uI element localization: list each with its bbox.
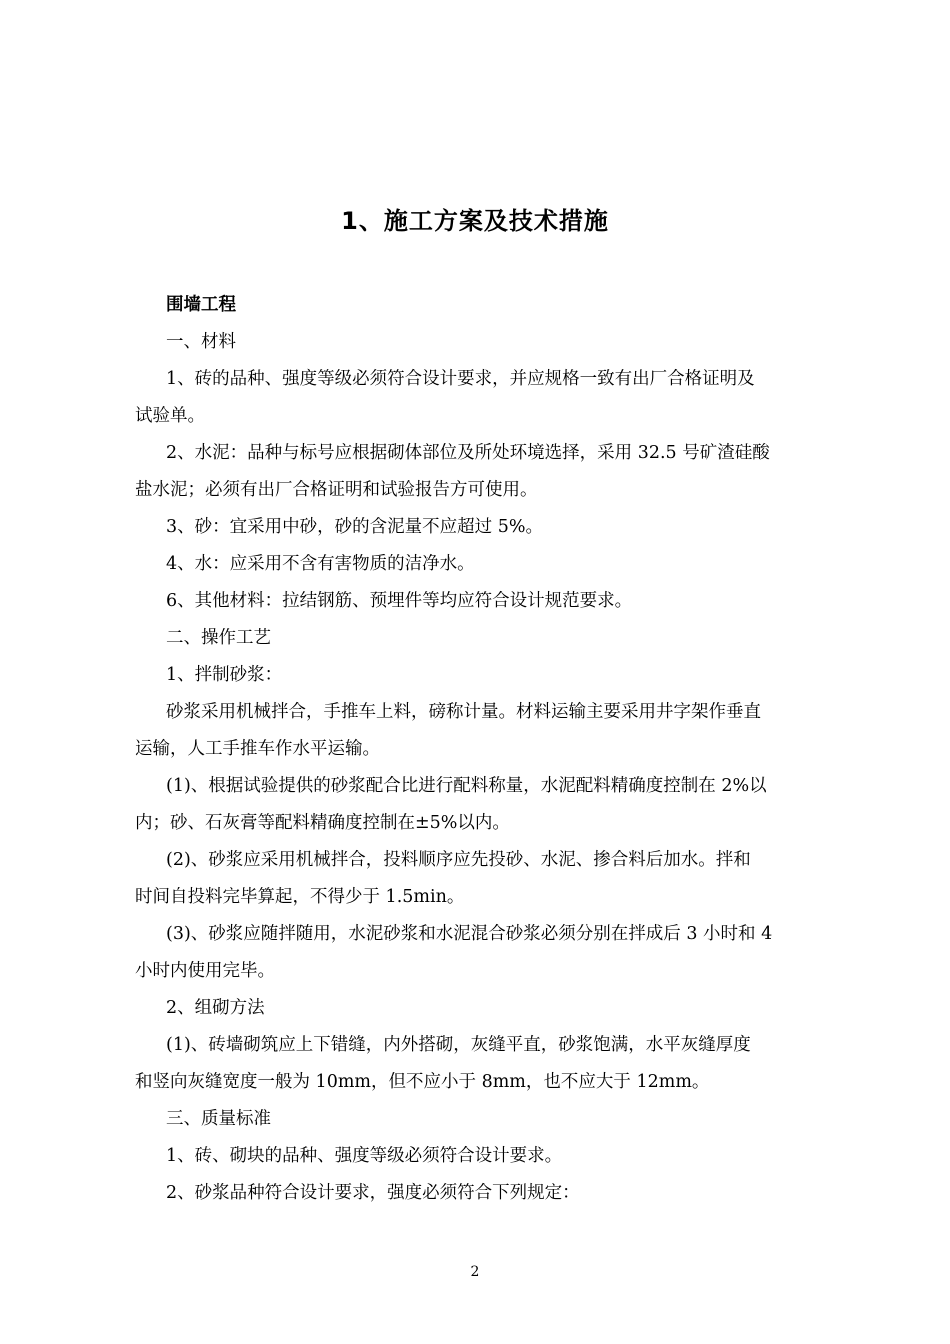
paragraph-line: 时间自投料完毕算起，不得少于 1.5min。 (135, 887, 465, 907)
paragraph-line: 6、其他材料：拉结钢筋、预埋件等均应符合设计规范要求。 (166, 591, 633, 611)
paragraph-line: 1、拌制砂浆： (166, 665, 283, 685)
paragraph-line: 三、质量标准 (166, 1109, 271, 1129)
paragraph-line: 砂浆采用机械拌合，手推车上料，磅称计量。材料运输主要采用井字架作垂直 (166, 702, 761, 722)
paragraph-line: 试验单。 (135, 406, 205, 426)
paragraph-line: 2、砂浆品种符合设计要求，强度必须符合下列规定： (166, 1183, 580, 1203)
paragraph-line: 1、砖、砌块的品种、强度等级必须符合设计要求。 (166, 1146, 563, 1166)
paragraph-line: 1、砖的品种、强度等级必须符合设计要求，并应规格一致有出厂合格证明及 (166, 369, 755, 389)
paragraph-line: 2、组砌方法 (166, 998, 265, 1018)
paragraph-line: 运输，人工手推车作水平运输。 (135, 739, 380, 759)
paragraph-line: (2)、砂浆应采用机械拌合，投料顺序应先投砂、水泥、掺合料后加水。拌和 (166, 850, 751, 870)
paragraph-line: 二、操作工艺 (166, 628, 271, 648)
paragraph-line: 内；砂、石灰膏等配料精确度控制在±5%以内。 (135, 813, 510, 833)
document-body (135, 287, 825, 1212)
paragraph-line: 3、砂：宜采用中砂，砂的含泥量不应超过 5%。 (166, 517, 543, 537)
paragraph-line: 和竖向灰缝宽度一般为 10mm，但不应小于 8mm，也不应大于 12mm。 (135, 1072, 710, 1092)
page-title: 1、施工方案及技术措施 (341, 207, 609, 235)
paragraph-line: 4、水：应采用不含有害物质的洁净水。 (166, 554, 475, 574)
paragraph-line: (1)、砖墙砌筑应上下错缝，内外搭砌，灰缝平直，砂浆饱满，水平灰缝厚度 (166, 1035, 751, 1055)
page-number: 2 (470, 1264, 480, 1280)
paragraph-line: 盐水泥；必须有出厂合格证明和试验报告方可使用。 (135, 480, 538, 500)
paragraph-line: (3)、砂浆应随拌随用，水泥砂浆和水泥混合砂浆必须分别在拌成后 3 小时和 4 (166, 924, 773, 944)
paragraph-line: 小时内使用完毕。 (135, 961, 275, 981)
section-heading: 围墙工程 (166, 295, 236, 315)
paragraph-line: 2、水泥：品种与标号应根据砌体部位及所处环境选择，采用 32.5 号矿渣硅酸 (166, 443, 770, 463)
paragraph-line: (1)、根据试验提供的砂浆配合比进行配料称量，水泥配料精确度控制在 2%以 (166, 776, 767, 796)
paragraph-line: 一、材料 (166, 332, 236, 352)
